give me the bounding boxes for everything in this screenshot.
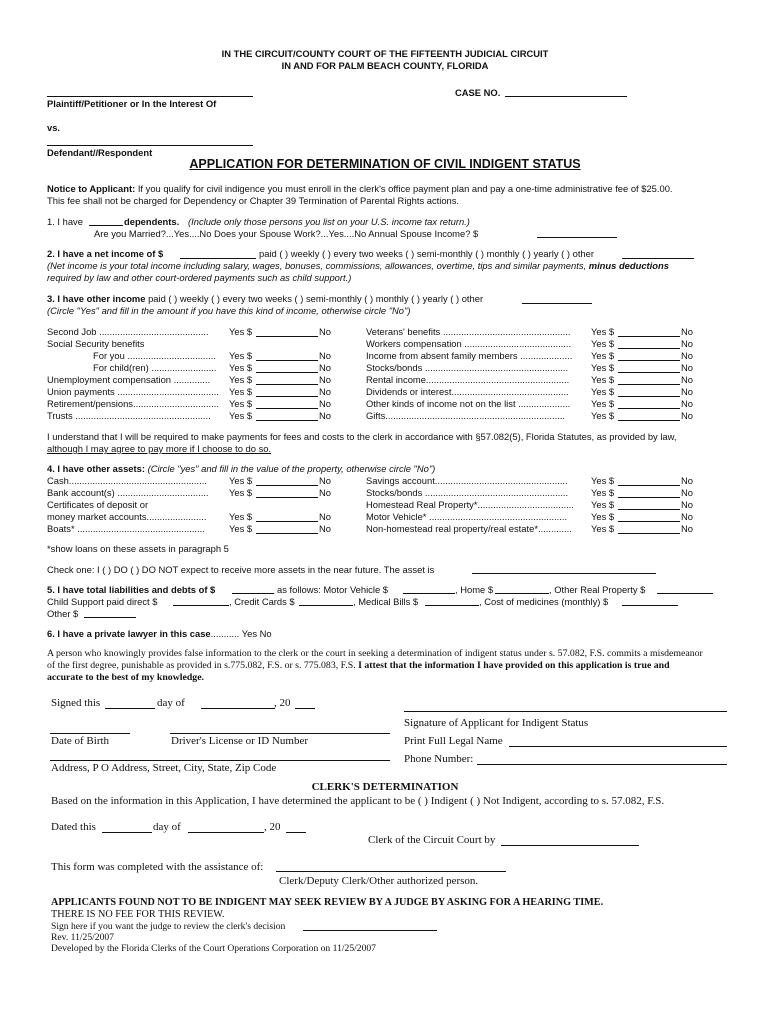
q4-right-label-2: Homestead Real Property*..................................... bbox=[366, 499, 574, 510]
phone-field[interactable] bbox=[477, 764, 727, 765]
q3-left-label-3: For child(ren) ......................... bbox=[93, 362, 217, 373]
q3-left-yes-5[interactable]: Yes $ bbox=[229, 386, 253, 397]
q5-medical: , Medical Bills $ bbox=[353, 596, 419, 607]
q2-note2: required by law and other court-ordered payments such as child support.) bbox=[47, 272, 352, 283]
q4-left-yes-4[interactable]: Yes $ bbox=[229, 523, 253, 534]
q3-right-label-3: Stocks/bonds ....................................................... bbox=[366, 362, 569, 373]
license-field[interactable] bbox=[170, 733, 390, 734]
print-name-label: Print Full Legal Name bbox=[404, 735, 503, 747]
dob-field[interactable] bbox=[50, 733, 130, 734]
q3-right-yes-5[interactable]: Yes $ bbox=[591, 386, 615, 397]
dated-day-field[interactable] bbox=[102, 832, 152, 833]
q5-other-property: , Other Real Property $ bbox=[549, 584, 646, 595]
signed-month-field[interactable] bbox=[201, 708, 275, 709]
completed-label: This form was completed with the assistance of: bbox=[51, 861, 264, 873]
q4-right-label-1: Stocks/bonds ....................................................... bbox=[366, 487, 569, 498]
q4-left-amount-1[interactable] bbox=[256, 497, 318, 498]
q5-credit-cards: , Credit Cards $ bbox=[229, 596, 295, 607]
dob-label: Date of Birth bbox=[51, 735, 110, 747]
q3-left-label-5: Union payments ....................................... bbox=[47, 386, 219, 397]
q6-yes-no[interactable]: Yes No bbox=[241, 628, 272, 639]
q4-left-no-3[interactable]: No bbox=[319, 511, 331, 522]
q3-right-amount-0[interactable] bbox=[618, 336, 680, 337]
q1-spouse-line: Are you Married?...Yes....No Does your Spouse Work?...Yes....No Annual Spouse Income? $ bbox=[94, 228, 479, 239]
q3-right-label-4: Rental income....................................................... bbox=[366, 374, 570, 385]
understand-line1: I understand that I will be required to make payments for fees and costs to the clerk in accordance with §57.082(5), Florida Statutes, as provided by law, bbox=[47, 431, 677, 442]
q3-right-yes-0[interactable]: Yes $ bbox=[591, 326, 615, 337]
license-label: Driver's License or ID Number bbox=[171, 735, 308, 747]
warning-attest: I attest that the information I have provided on this application is true and bbox=[358, 660, 670, 671]
q4-line bbox=[47, 463, 435, 475]
q3-right-amount-4[interactable] bbox=[618, 384, 680, 385]
sign-here-label: Sign here if you want the judge to review the clerk's decision bbox=[51, 921, 286, 932]
dated-day-of: day of bbox=[153, 821, 181, 833]
q3-left-amount-2[interactable] bbox=[256, 360, 318, 361]
q4-right-no-3[interactable]: No bbox=[681, 511, 693, 522]
q3-right-no-4[interactable]: No bbox=[681, 374, 693, 385]
q4-left-label-4: Boats* ................................................. bbox=[47, 523, 205, 534]
q4-left-label-0: Cash..................................................... bbox=[47, 475, 207, 486]
q3-right-yes-4[interactable]: Yes $ bbox=[591, 374, 615, 385]
q4-left-yes-3[interactable]: Yes $ bbox=[229, 511, 253, 522]
notice-label: Notice to Applicant: bbox=[47, 183, 136, 194]
q4-right-yes-0[interactable]: Yes $ bbox=[591, 475, 615, 486]
q3-left-no-2[interactable]: No bbox=[319, 350, 331, 361]
notice-text2: This fee shall not be charged for Dependency or Chapter 39 Termination of Parental Rights actions. bbox=[47, 195, 460, 206]
notice-line1 bbox=[47, 183, 673, 195]
home-debt-field[interactable] bbox=[495, 593, 549, 594]
q4-right-no-0[interactable]: No bbox=[681, 475, 693, 486]
court-name-line2: IN AND FOR PALM BEACH COUNTY, FLORIDA bbox=[281, 60, 489, 71]
asset-description-field[interactable] bbox=[472, 573, 656, 574]
q2-note1-text: (Net income is your total income including salary, wages, bonuses, commissions, allowances, overtime, tips and similar payments, bbox=[47, 260, 587, 271]
dated-year-field[interactable] bbox=[286, 832, 306, 833]
understand-line2: although I may agree to pay more if I choose to do so. bbox=[47, 443, 272, 454]
q3-left-amount-0[interactable] bbox=[256, 336, 318, 337]
q4-right-no-2[interactable]: No bbox=[681, 499, 693, 510]
q4-right-yes-4[interactable]: Yes $ bbox=[591, 523, 615, 534]
q6-line bbox=[47, 628, 272, 640]
signed-year-field[interactable] bbox=[295, 708, 315, 709]
court-name-line1: IN THE CIRCUIT/COUNTY COURT OF THE FIFTEENTH JUDICIAL CIRCUIT bbox=[221, 48, 549, 59]
q3-left-amount-3[interactable] bbox=[256, 372, 318, 373]
q3-right-label-1: Workers compensation ......................................... bbox=[366, 338, 572, 349]
address-field[interactable] bbox=[50, 760, 390, 761]
credit-cards-field[interactable] bbox=[299, 605, 353, 606]
q3-right-label-7: Gifts..................................................................... bbox=[366, 410, 565, 421]
deputy-label: Clerk/Deputy Clerk/Other authorized person. bbox=[279, 875, 479, 887]
no-fee-notice: THERE IS NO FEE FOR THIS REVIEW. bbox=[51, 909, 225, 920]
q3-right-yes-2[interactable]: Yes $ bbox=[591, 350, 615, 361]
q4-left-no-4[interactable]: No bbox=[319, 523, 331, 534]
q4-right-label-3: Motor Vehicle* ..................................................... bbox=[366, 511, 568, 522]
applicant-signature-label: Signature of Applicant for Indigent Status bbox=[404, 717, 589, 729]
q3-left-yes-3[interactable]: Yes $ bbox=[229, 362, 253, 373]
motor-vehicle-debt-field[interactable] bbox=[403, 593, 455, 594]
case-no-field[interactable] bbox=[505, 96, 627, 97]
q1-lead: 1. I have bbox=[47, 216, 83, 227]
q3-left-label-0: Second Job .......................................... bbox=[47, 326, 209, 337]
q4-left-label-3: money market accounts....................... bbox=[47, 511, 207, 522]
q3-right-amount-1[interactable] bbox=[618, 348, 680, 349]
medical-bills-field[interactable] bbox=[425, 605, 479, 606]
clerk-heading: CLERK'S DETERMINATION bbox=[311, 781, 459, 793]
q3-right-no-7[interactable]: No bbox=[681, 410, 693, 421]
q3-left-label-6: Retirement/pensions................................. bbox=[47, 398, 219, 409]
q3-left-no-4[interactable]: No bbox=[319, 374, 331, 385]
dated-month-field[interactable] bbox=[188, 832, 264, 833]
q2-other-field[interactable] bbox=[622, 258, 694, 259]
q5-motor-vehicle: as follows: Motor Vehicle $ bbox=[277, 584, 388, 595]
q4-right-yes-1[interactable]: Yes $ bbox=[591, 487, 615, 498]
q3-right-amount-3[interactable] bbox=[618, 372, 680, 373]
case-no-label: CASE NO. bbox=[455, 87, 501, 98]
net-income-field[interactable] bbox=[180, 258, 256, 259]
q4-right-yes-2[interactable]: Yes $ bbox=[591, 499, 615, 510]
q3-left-yes-4[interactable]: Yes $ bbox=[229, 374, 253, 385]
q4-right-amount-1[interactable] bbox=[618, 497, 680, 498]
q3-other-field[interactable] bbox=[522, 303, 592, 304]
dependents-field[interactable] bbox=[89, 225, 123, 226]
q4-right-amount-2[interactable] bbox=[618, 509, 680, 510]
q3-right-no-2[interactable]: No bbox=[681, 350, 693, 361]
q3-lead: 3. I have other income bbox=[47, 293, 146, 304]
q4-right-amount-3[interactable] bbox=[618, 521, 680, 522]
q3-line bbox=[47, 293, 483, 305]
total-liabilities-field[interactable] bbox=[232, 593, 274, 594]
q4-left-label-2: Certificates of deposit or bbox=[47, 499, 149, 510]
q3-left-no-6[interactable]: No bbox=[319, 398, 331, 409]
q5-medicines: , Cost of medicines (monthly) $ bbox=[479, 596, 609, 607]
q5-other: Other $ bbox=[47, 608, 79, 619]
completed-by-field[interactable] bbox=[276, 871, 506, 872]
q4-right-yes-3[interactable]: Yes $ bbox=[591, 511, 615, 522]
warning-line3: accurate to the best of my knowledge. bbox=[47, 672, 204, 683]
q3-left-yes-2[interactable]: Yes $ bbox=[229, 350, 253, 361]
q3-right-no-6[interactable]: No bbox=[681, 398, 693, 409]
q4-left-amount-4[interactable] bbox=[256, 533, 318, 534]
q3-right-amount-5[interactable] bbox=[618, 396, 680, 397]
phone-label: Phone Number: bbox=[404, 753, 474, 765]
q4-left-amount-3[interactable] bbox=[256, 521, 318, 522]
assets-footnote: *show loans on these assets in paragraph 5 bbox=[47, 543, 229, 554]
review-notice: APPLICANTS FOUND NOT TO BE INDIGENT MAY SEEK REVIEW BY A JUDGE BY ASKING FOR A HEARING TIME. bbox=[51, 897, 604, 908]
q2-note1-bold: minus deductions bbox=[588, 260, 669, 271]
q3-right-no-3[interactable]: No bbox=[681, 362, 693, 373]
q2-note1 bbox=[47, 260, 669, 272]
q3-right-yes-7[interactable]: Yes $ bbox=[591, 410, 615, 421]
q4-left-no-0[interactable]: No bbox=[319, 475, 331, 486]
q3-right-yes-3[interactable]: Yes $ bbox=[591, 362, 615, 373]
clerk-by-label: Clerk of the Circuit Court by bbox=[368, 834, 496, 846]
q1-note: (Include only those persons you list on your U.S. income tax return.) bbox=[188, 216, 470, 227]
q4-right-no-1[interactable]: No bbox=[681, 487, 693, 498]
q5-lead: 5. I have total liabilities and debts of $ bbox=[47, 584, 216, 595]
plaintiff-field[interactable] bbox=[47, 96, 253, 97]
q4-right-no-4[interactable]: No bbox=[681, 523, 693, 534]
q2-lead: 2. I have a net income of $ bbox=[47, 248, 164, 259]
q4-lead: 4. I have other assets: bbox=[47, 463, 145, 474]
vs-label: vs. bbox=[47, 122, 61, 133]
q3-left-no-0[interactable]: No bbox=[319, 326, 331, 337]
child-support-field[interactable] bbox=[173, 605, 229, 606]
q3-right-yes-6[interactable]: Yes $ bbox=[591, 398, 615, 409]
dated-this-label: Dated this bbox=[51, 821, 96, 833]
dated-year-label: , 20 bbox=[264, 821, 281, 833]
clerk-by-field[interactable] bbox=[501, 845, 639, 846]
q4-note: (Circle "yes" and fill in the value of the property, otherwise circle "No") bbox=[147, 463, 436, 474]
q4-right-label-0: Savings account................................................... bbox=[366, 475, 568, 486]
q3-right-yes-1[interactable]: Yes $ bbox=[591, 338, 615, 349]
notice-text1: If you qualify for civil indigence you must enroll in the clerk's office payment plan and pay a one-time administrative fee of $25.00. bbox=[137, 183, 673, 194]
q4-right-label-4: Non-homestead real property/real estate*............. bbox=[366, 523, 572, 534]
spouse-income-field[interactable] bbox=[537, 237, 617, 238]
q3-right-label-0: Veterans' benefits ................................................. bbox=[366, 326, 571, 337]
q4-left-no-1[interactable]: No bbox=[319, 487, 331, 498]
q4-left-yes-0[interactable]: Yes $ bbox=[229, 475, 253, 486]
q3-left-yes-0[interactable]: Yes $ bbox=[229, 326, 253, 337]
q3-left-amount-4[interactable] bbox=[256, 384, 318, 385]
other-property-debt-field[interactable] bbox=[657, 593, 713, 594]
q3-left-amount-6[interactable] bbox=[256, 408, 318, 409]
signed-day-field[interactable] bbox=[105, 708, 155, 709]
q6-dots: ........... bbox=[210, 628, 240, 639]
q3-note: (Circle "Yes" and fill in the amount if you have this kind of income, otherwise circle "No") bbox=[47, 305, 411, 316]
q3-left-label-2: For you .................................. bbox=[93, 350, 216, 361]
q3-left-yes-7[interactable]: Yes $ bbox=[229, 410, 253, 421]
q2-frequency: paid ( ) weekly ( ) every two weeks ( ) semi-monthly ( ) monthly ( ) yearly ( ) other bbox=[259, 248, 594, 259]
q4-right-amount-4[interactable] bbox=[618, 533, 680, 534]
signed-this-label: Signed this bbox=[51, 697, 101, 709]
defendant-field[interactable] bbox=[47, 145, 253, 146]
q3-right-label-2: Income from absent family members .................... bbox=[366, 350, 573, 361]
revision-date: Rev. 11/25/2007 bbox=[51, 932, 114, 943]
warning-line2 bbox=[47, 660, 670, 672]
warning-line2-text: of the first degree, punishable as provided in s.775.082, F.S. or s. 775.083, F.S. bbox=[47, 660, 356, 671]
q1-bold: dependents. bbox=[124, 216, 180, 227]
q6-lead: 6. I have a private lawyer in this case bbox=[47, 628, 211, 639]
other-debt-field[interactable] bbox=[84, 617, 136, 618]
judge-review-signature-field[interactable] bbox=[303, 930, 437, 931]
q3-right-no-0[interactable]: No bbox=[681, 326, 693, 337]
print-name-field[interactable] bbox=[509, 746, 727, 747]
defendant-label: Defendant//Respondent bbox=[47, 147, 153, 158]
q3-right-label-5: Dividends or interest............................................. bbox=[366, 386, 569, 397]
check-one-line: Check one: I ( ) DO ( ) DO NOT expect to receive more assets in the near future. The asset is bbox=[47, 564, 435, 575]
medicines-field[interactable] bbox=[622, 605, 678, 606]
signed-year-label: , 20 bbox=[274, 697, 291, 709]
warning-line1: A person who knowingly provides false information to the clerk or the court in seeking a determination of indigent status under s. 57.082, F.S. commits a misdemeanor bbox=[47, 648, 703, 659]
q3-right-amount-7[interactable] bbox=[618, 420, 680, 421]
form-title: APPLICATION FOR DETERMINATION OF CIVIL INDIGENT STATUS bbox=[189, 157, 581, 171]
q3-left-label-7: Trusts .................................................... bbox=[47, 410, 211, 421]
q4-left-yes-1[interactable]: Yes $ bbox=[229, 487, 253, 498]
q3-right-no-1[interactable]: No bbox=[681, 338, 693, 349]
q3-left-no-7[interactable]: No bbox=[319, 410, 331, 421]
plaintiff-label: Plaintiff/Petitioner or In the Interest Of bbox=[47, 98, 217, 109]
q5-child-support: Child Support paid direct $ bbox=[47, 596, 158, 607]
signed-day-of: day of bbox=[157, 697, 185, 709]
address-label: Address, P O Address, Street, City, State, Zip Code bbox=[51, 762, 277, 774]
q3-right-label-6: Other kinds of income not on the list .................... bbox=[366, 398, 571, 409]
q3-left-yes-6[interactable]: Yes $ bbox=[229, 398, 253, 409]
q3-right-no-5[interactable]: No bbox=[681, 386, 693, 397]
clerk-based: Based on the information in this Application, I have determined the applicant to be ( ) Indigent ( ) Not Indigent, according to s. 57.082, F.S. bbox=[51, 795, 665, 807]
q3-right-amount-6[interactable] bbox=[618, 408, 680, 409]
q3-left-no-3[interactable]: No bbox=[319, 362, 331, 373]
q5-home: , Home $ bbox=[455, 584, 494, 595]
q3-right-amount-2[interactable] bbox=[618, 360, 680, 361]
q3-left-label-1: Social Security benefits bbox=[47, 338, 145, 349]
q3-left-label-4: Unemployment compensation .............. bbox=[47, 374, 211, 385]
q3-frequency: paid ( ) weekly ( ) every two weeks ( ) semi-monthly ( ) monthly ( ) yearly ( ) other bbox=[148, 293, 484, 304]
q3-left-amount-7[interactable] bbox=[256, 420, 318, 421]
q4-left-label-1: Bank account(s) ................................... bbox=[47, 487, 209, 498]
developed-by: Developed by the Florida Clerks of the Court Operations Corporation on 11/25/2007 bbox=[51, 943, 376, 954]
q3-left-amount-5[interactable] bbox=[256, 396, 318, 397]
applicant-signature-field[interactable] bbox=[404, 711, 727, 712]
q4-left-amount-0[interactable] bbox=[256, 485, 318, 486]
q4-right-amount-0[interactable] bbox=[618, 485, 680, 486]
q3-left-no-5[interactable]: No bbox=[319, 386, 331, 397]
